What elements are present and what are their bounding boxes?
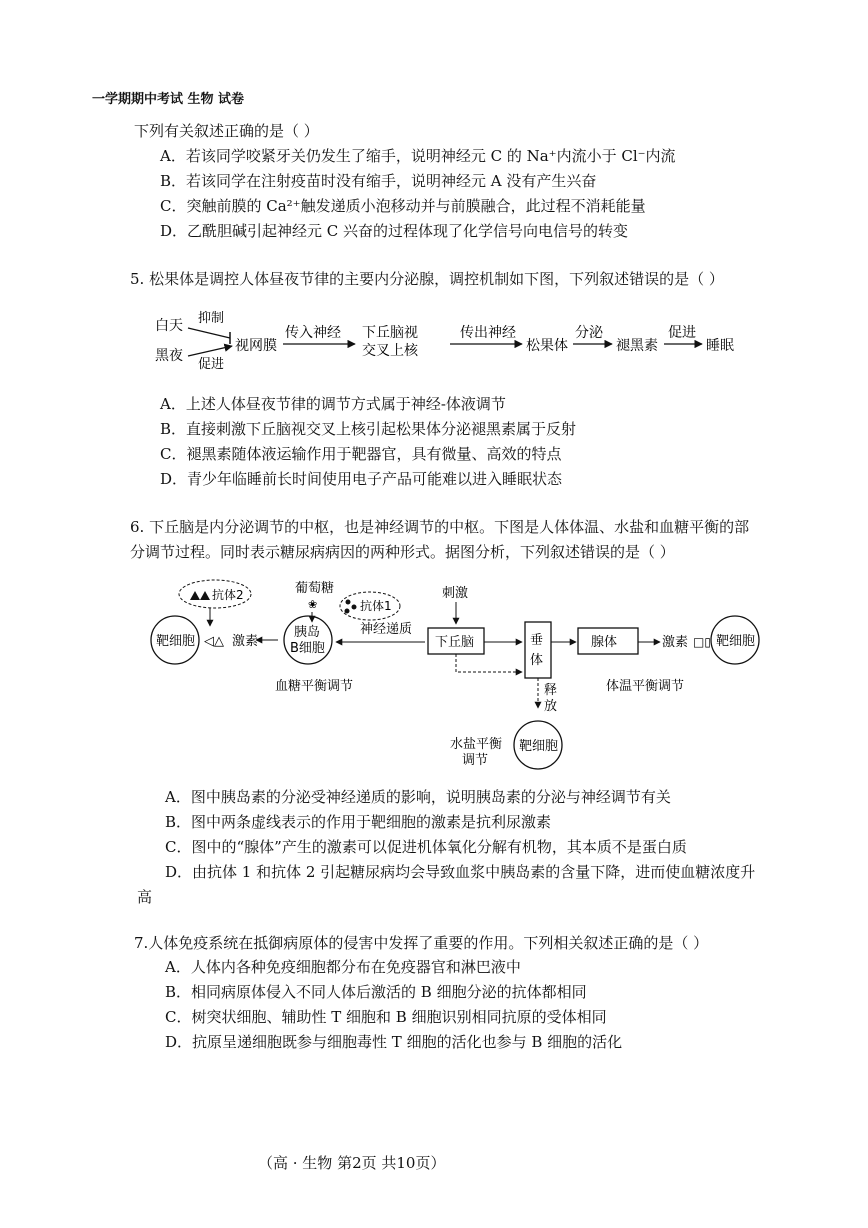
q6-pituitary-box: [525, 622, 551, 678]
q5-inhibit-line: [188, 328, 230, 338]
q6-blood-sugar-label: 血糖平衡调节: [275, 679, 354, 694]
q4-option-d: D．乙酰胆碱引起神经元 C 兴奋的过程体现了化学信号向电信号的转变: [160, 222, 629, 240]
q6-glucose-label: 葡萄糖: [295, 581, 335, 596]
q6-receptor-icons: ◁△: [204, 634, 224, 649]
q5-option-b: B．直接刺激下丘脑视交叉上核引起松果体分泌褪黑素属于反射: [160, 420, 577, 438]
q5-inhibit-label: 抑制: [198, 311, 225, 326]
q7-stem: 7.人体免疫系统在抵御病原体的侵害中发挥了重要的作用。下列相关叙述正确的是（ ）: [134, 934, 709, 952]
q6-hypothalamus-label: 下丘脑: [435, 635, 475, 650]
q6-islet-line1: 胰岛: [294, 625, 321, 640]
q6-stimulus-label: 刺激: [442, 586, 469, 601]
q5-day-label: 白天: [155, 318, 183, 334]
q5-hypo-line1: 下丘脑视: [362, 325, 418, 341]
q6-target1-label: 靶细胞: [156, 634, 196, 649]
q4-option-c: C．突触前膜的 Ca²⁺触发递质小泡移动并与前膜融合，此过程不消耗能量: [160, 197, 646, 215]
q5-secrete-label: 分泌: [575, 325, 603, 341]
q6-target2-label: 靶细胞: [716, 634, 756, 649]
q5-promote-label: 促进: [198, 357, 225, 370]
q5-promote2-label: 促进: [668, 325, 696, 341]
q7-option-c: C．树突状细胞、辅助性 T 细胞和 B 细胞识别相同抗原的受体相同: [165, 1008, 607, 1026]
q6-antibody2-triangles: [190, 591, 210, 600]
q5-pineal-diagram: [150, 300, 750, 370]
q6-option-c: C．图中的“腺体”产生的激素可以促进机体氧化分解有机物，其本质不是蛋白质: [165, 838, 687, 856]
q6-water-salt-line1: 水盐平衡: [450, 737, 503, 752]
q6-antibody2-label: 抗体2: [212, 588, 244, 602]
q5-night-label: 黑夜: [155, 348, 183, 364]
q6-pituitary-line2: 体: [530, 653, 544, 668]
q6-regulation-diagram: [140, 570, 780, 780]
q6-option-d: D．由抗体 1 和抗体 2 引起糖尿病均会导致血浆中胰岛素的含量下降，进而使血糖浓度升: [165, 863, 756, 881]
q4-option-a: A．若该同学咬紧牙关仍发生了缩手，说明神经元 C 的 Na⁺内流小于 Cl⁻内流: [160, 147, 676, 165]
q6-option-d-continued: 高: [137, 888, 153, 906]
q6-neurotransmitter-label: 神经递质: [360, 622, 413, 637]
q5-pineal: 松果体: [526, 338, 568, 354]
q5-promote-arrow: [188, 346, 232, 356]
q7-option-b: B．相同病原体侵入不同人体后激活的 B 细胞分泌的抗体都相同: [165, 983, 587, 1001]
q6-option-a: A．图中胰岛素的分泌受神经递质的影响，说明胰岛素的分泌与神经调节有关: [165, 788, 671, 806]
q6-pituitary-line1: 垂: [530, 633, 544, 648]
exam-header: 一学期期中考试 生物 试卷: [92, 92, 245, 107]
q7-option-a: A．人体内各种免疫细胞都分布在免疫器官和淋巴液中: [165, 958, 521, 976]
q6-water-salt-line2: 调节: [462, 753, 489, 768]
q6-hormone1-label: 激素: [232, 634, 259, 649]
q4-stem: 下列有关叙述正确的是（ ）: [134, 122, 319, 140]
q6-hormone2-label: 激素: [662, 635, 689, 650]
q6-antibody1-label: 抗体1: [360, 599, 392, 613]
q6-receptor2-icons: □▯: [693, 635, 711, 649]
q5-hypo-line2: 交叉上核: [362, 343, 418, 359]
q5-melatonin: 褪黑素: [616, 338, 658, 354]
q6-dashed-path-1: [456, 654, 522, 672]
page-footer: （高 · 生物 第2页 共10页）: [258, 1154, 446, 1172]
q4-option-b: B．若该同学在注射疫苗时没有缩手，说明神经元 A 没有产生兴奋: [160, 172, 597, 190]
q6-stem-line1: 6. 下丘脑是内分泌调节的中枢，也是神经调节的中枢。下图是人体体温、水盐和血糖平衡的部: [130, 518, 750, 536]
q7-option-d: D．抗原呈递细胞既参与细胞毒性 T 细胞的活化也参与 B 细胞的活化: [165, 1033, 623, 1051]
q6-release-line1: 释: [544, 683, 558, 698]
q6-option-b: B．图中两条虚线表示的作用于靶细胞的激素是抗利尿激素: [165, 813, 552, 831]
q6-islet-line2: B细胞: [290, 641, 325, 656]
q6-release-line2: 放: [544, 699, 558, 714]
q6-gland-label: 腺体: [591, 635, 618, 650]
q5-efferent-label: 传出神经: [460, 325, 516, 341]
q5-option-a: A．上述人体昼夜节律的调节方式属于神经-体液调节: [160, 395, 506, 413]
q6-body-temp-label: 体温平衡调节: [606, 679, 685, 694]
q6-stem-line2: 分调节过程。同时表示糖尿病病因的两种形式。据图分析，下列叙述错误的是（ ）: [130, 543, 675, 561]
q6-glucose-molecule-icon: ❀: [308, 598, 318, 611]
q5-option-c: C．褪黑素随体液运输作用于靶器官，具有微量、高效的特点: [160, 445, 562, 463]
q6-islet-b-cell: [284, 616, 332, 664]
q5-afferent-label: 传入神经: [285, 325, 341, 341]
q5-option-d: D．青少年临睡前长时间使用电子产品可能难以进入睡眠状态: [160, 470, 563, 488]
q6-target3-label: 靶细胞: [519, 739, 559, 754]
q5-retina: 视网膜: [235, 338, 277, 354]
q5-stem: 5. 松果体是调控人体昼夜节律的主要内分泌腺，调控机制如下图，下列叙述错误的是（ ）: [130, 270, 724, 288]
q5-sleep: 睡眠: [706, 338, 734, 354]
